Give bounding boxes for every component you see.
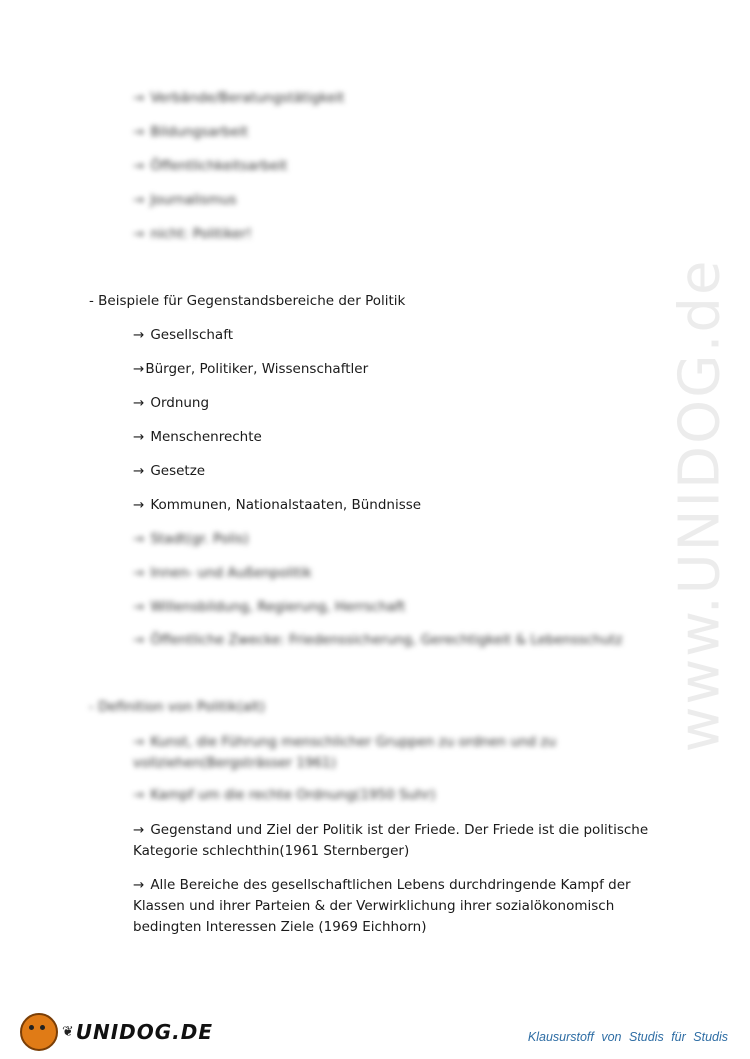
arrow-icon: →	[133, 158, 145, 174]
list-item: → Gegenstand und Ziel der Politik ist der Friede. Der Friede ist die politische Kategorie schlechthin(1961 Sternberger)	[133, 822, 649, 859]
arrow-icon: →	[133, 565, 145, 581]
arrow-icon: →	[133, 327, 145, 343]
list-item: → Ordnung	[133, 395, 210, 411]
arrow-icon: →	[133, 124, 145, 140]
list-item: → Willensbildung, Regierung, Herrschaft	[133, 599, 406, 615]
paw-icon: ❦	[62, 1024, 74, 1040]
arrow-icon: →	[133, 429, 145, 445]
list-item: → nicht: Politiker!	[133, 226, 252, 242]
list-item: → Alle Bereiche des gesellschaftlichen Lebens durchdringende Kampf der Klassen und ihrer Parteien & der Verwirklichung ihrer sozialökonomisch bedingten Interessen Ziele (1969 Eichhorn)	[133, 877, 631, 935]
list-item: → Öffentliche Zwecke: Friedenssicherung, Gerechtigkeit & Lebensschutz	[133, 632, 623, 648]
list-item: → Kunst, die Führung menschlicher Gruppen zu ordnen und zu vollziehen(Bergsträsser 1961)	[133, 734, 557, 771]
arrow-icon: →	[133, 599, 145, 615]
arrow-icon: →	[133, 395, 145, 411]
section-heading: - Beispiele für Gegenstandsbereiche der Politik	[89, 293, 406, 309]
arrow-icon: →	[133, 787, 145, 803]
list-item: → Gesetze	[133, 463, 206, 479]
list-item: →Bürger, Politiker, Wissenschaftler	[133, 361, 369, 377]
footer-slogan: Klausurstoff von Studis für Studis	[527, 1030, 728, 1044]
list-item: → Journalismus	[133, 192, 237, 208]
list-item: → Menschenrechte	[133, 429, 262, 445]
arrow-icon: →	[133, 497, 145, 513]
arrow-icon: →	[133, 90, 145, 106]
list-item: → Kampf um die rechte Ordnung(1950 Suhr)	[133, 787, 436, 803]
arrow-icon: →	[133, 632, 145, 648]
logo-text: UNIDOG.DE	[75, 1020, 214, 1044]
arrow-icon: →	[133, 463, 145, 479]
arrow-icon: →	[133, 734, 145, 750]
list-item: → Kommunen, Nationalstaaten, Bündnisse	[133, 497, 422, 513]
arrow-icon: →	[133, 192, 145, 208]
list-item: → Innen- und Außenpolitik	[133, 565, 312, 581]
arrow-icon: →	[133, 361, 145, 377]
list-item: → Gesellschaft	[133, 327, 234, 343]
list-item: → Öffentlichkeitsarbeit	[133, 158, 288, 174]
list-item: → Verbände/Beratungstätigkeit	[133, 90, 345, 106]
arrow-icon: →	[133, 531, 145, 547]
arrow-icon: →	[133, 822, 145, 838]
arrow-icon: →	[133, 226, 145, 242]
watermark	[640, 258, 750, 752]
watermark-text: www.UNIDOG.de	[667, 258, 733, 752]
list-item: → Bildungsarbeit	[133, 124, 249, 140]
unidog-logo	[20, 1012, 213, 1052]
list-item: → Stadt(gr. Polis)	[133, 531, 249, 547]
arrow-icon: →	[133, 877, 145, 893]
dog-icon	[20, 1013, 58, 1051]
section-heading: - Definition von Politik(alt)	[89, 699, 266, 715]
